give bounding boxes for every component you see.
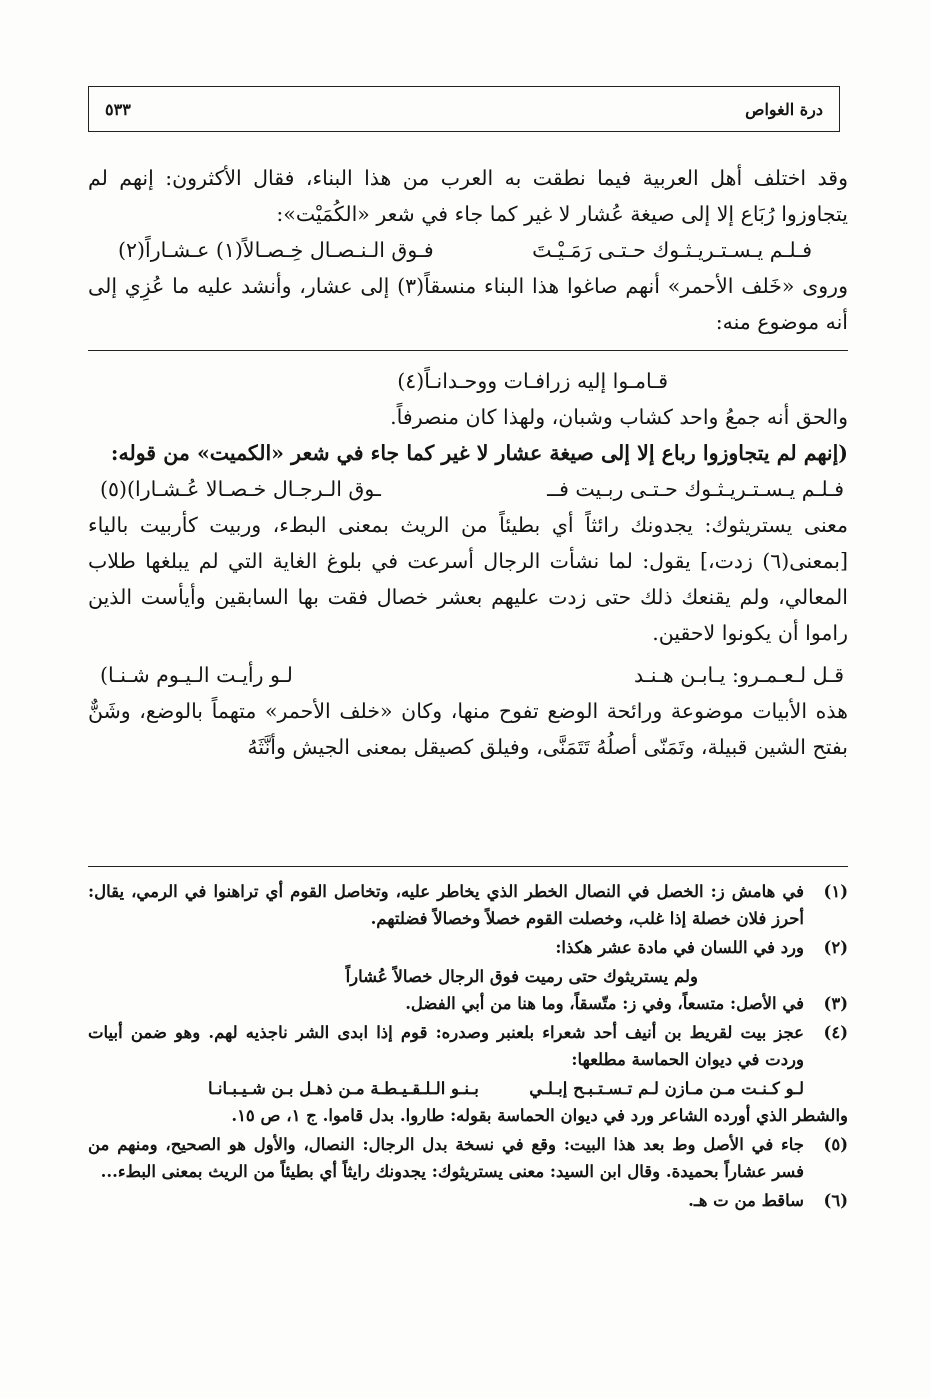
paragraph-2: وروى «خَلف الأحمر» أنهم صاغوا هذا البناء منسقاً(٣) إلى عشار، وأنشد عليه ما عُزِي إلى أنه موضوع منه: <box>88 274 848 334</box>
footnotes <box>88 878 848 1216</box>
verse-4-second-hemistich: لـو رأيـت الـيـوم شـنـا) <box>100 663 293 687</box>
footnote-text: عجز بيت لقريط بن أنيف أحد شعراء بلعنبر وصدره: قوم إذا ابدى الشر ناجذيه لهم. وهو ضمن أبيات وردت في ديوان الحماسة مطلعها: <box>88 1023 804 1069</box>
footnote-number: (٢) <box>823 938 848 957</box>
footnote-number: (١) <box>823 882 848 901</box>
footnote-4-verse <box>88 1075 848 1102</box>
footnote-2-verse: ولم يستريثوك حتى رميت فوق الرجال خصالاً عُشاراً <box>345 967 698 986</box>
verse-3-first-hemistich: فـلـم يـسـتـريـثـوك حـتـى ربـيت فــ <box>547 477 844 501</box>
footnote-text: جاء في الأصل وط بعد هذا البيت: وقع في نسخة بدل الرجال: النصال، والأول هو الصحيح، ومنهم من فسر عشاراً بحميدة. وقال ابن السيد: معنى يستريثوك: يجدونك رايثاً أي بطيئاً من الريث بمعنى البطء... <box>88 1135 804 1181</box>
footnote-4-verse-first: لـو كـنـت مـن مـازن لـم تـسـتـبـح إبـلـي <box>529 1079 804 1098</box>
footnote-4-verse-second: بـنـو الـلـقـيـطـة مـن ذهـل بـن شـيـبـانـا <box>208 1079 479 1098</box>
footnote-number: (٤) <box>823 1023 848 1042</box>
verse-4-first-hemistich: قـل لـعـمـرو: يـابـن هـنـد <box>633 663 844 687</box>
footnote-number: (٣) <box>823 994 848 1013</box>
footnote-2 <box>88 934 848 961</box>
footnote-4-continuation: والشطر الذي أورده الشاعر ورد في ديوان الحماسة بقوله: طاروا. بدل قاموا. ج ١، ص ١٥. <box>231 1106 848 1125</box>
verse-4 <box>88 657 848 693</box>
verse-2 <box>88 363 848 399</box>
footnote-number: (٥) <box>823 1135 848 1154</box>
main-text <box>88 160 848 765</box>
verse-1 <box>88 232 848 268</box>
paragraph-5: معنى يستريثوك: يجدونك رائثاً أي بطيئاً من الريث بمعنى البطء، وربيت كأربيت بالياء [بمعنى(٦) زدت،] يقول: لما نشأت الرجال أسرعت في بلوغ الغاية التي لم يبلغها طلاب المعالي، ولم يقنعك ذلك حتى زدت عليهم بعشر خصال فقت بها السابقين وأيأست الذين راموا أن يكونوا لاحقين. <box>88 513 848 645</box>
verse-2-text: قـامـوا إليه زرافـات ووحـدانـاً(٤) <box>397 369 668 393</box>
footnote-6 <box>88 1187 848 1214</box>
footnote-number: (٦) <box>823 1191 848 1210</box>
footnote-4 <box>88 1019 848 1073</box>
footnote-3 <box>88 990 848 1017</box>
verse-1-first-hemistich: فـلـم يـسـتـريـثـوك حـتـى رَمَـيْـتَ <box>532 238 812 262</box>
verse-3 <box>88 471 848 507</box>
page-number: ٥٣٣ <box>105 99 131 119</box>
paragraph-4-quote: (إنهم لم يتجاوزوا رباع إلا إلى صيغة عشار لا غير كما جاء في شعر «الكميت» من قوله: <box>110 441 848 465</box>
footnote-1 <box>88 878 848 932</box>
footnote-5 <box>88 1131 848 1185</box>
footnote-text: في هامش ز: الخصل في النصال الخطر الذي يخاطر عليه، وتخاصل القوم أي تراهنوا في الرمي، يقال: أحرز فلان خصلة إذا غلب، وخصلت القوم خصلاً وخصالاً فضلتهم. <box>88 882 804 928</box>
section-divider <box>88 350 848 351</box>
paragraph-1: وقد اختلف أهل العربية فيما نطقت به العرب من هذا البناء، فقال الأكثرون: إنهم لم يتجاوزوا رُبَاع إلا إلى صيغة عُشار لا غير كما جاء في شعر «الكُمَيْت»: <box>88 166 848 226</box>
footnote-text: ورد في اللسان في مادة عشر هكذا: <box>555 938 804 957</box>
paragraph-3: والحق أنه جمعُ واحد كشاب وشبان، ولهذا كان منصرفاً. <box>390 405 848 429</box>
verse-1-second-hemistich: فـوق الـنـصـال خِـصـالاً(١) عـشـاراً(٢) <box>118 238 434 262</box>
footnote-text: في الأصل: متسعاً، وفي ز: متّسقاً، وما هنا من أبي الفضل. <box>405 994 804 1013</box>
footnote-separator <box>88 866 848 867</box>
header-title: درة الغواص <box>745 99 823 119</box>
verse-3-second-hemistich: ـوق الـرجـال خـصـالا عُـشـارا)(٥) <box>100 477 381 501</box>
footnote-text: ساقط من ت هـ. <box>688 1191 804 1210</box>
running-header <box>88 86 840 132</box>
paragraph-6: هذه الأبيات موضوعة ورائحة الوضع تفوح منها، وكان «خلف الأحمر» متهماً بالوضع، وشَنٌّ بفتح الشين قبيلة، وتَمَنّى أصلُهُ تَتَمَنَّى، وفيلق كصيقل بمعنى الجيش وأنَّثَهُ <box>88 699 848 759</box>
